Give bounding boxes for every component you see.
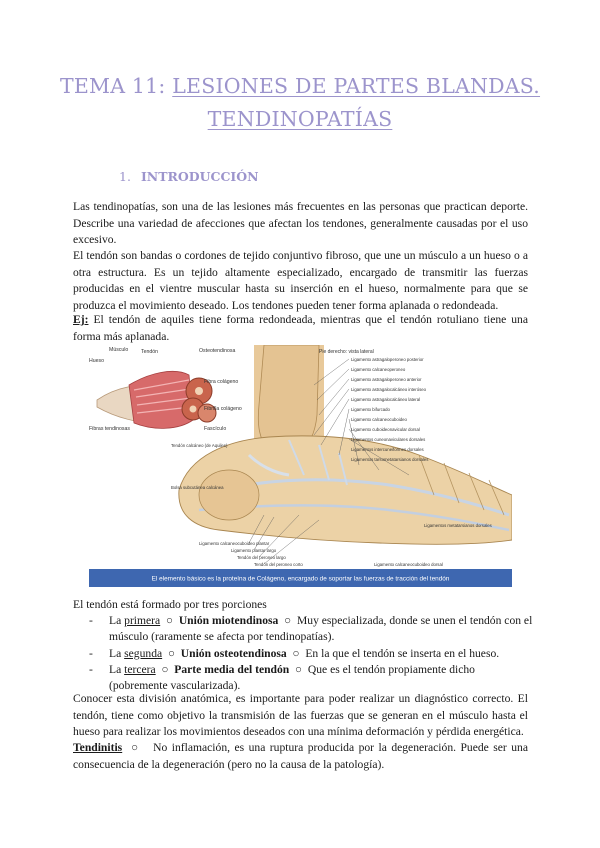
figure-label: Músculo xyxy=(109,347,129,353)
portion-desc: Que es el tendón propiamente dicho (pobremente vascularizada). xyxy=(109,662,475,693)
figure-label: Ligamento calcaneocuboideo xyxy=(351,417,407,422)
figure-label: Tendón xyxy=(141,349,159,355)
section-label: INTRODUCCIÓN xyxy=(140,169,259,184)
figure-label: Fibrilla colágeno xyxy=(204,406,242,412)
figure-label: Bolsa subcutánea calcánea xyxy=(171,485,224,490)
figure-label: Ligamento calcaneocuboideo plantar xyxy=(199,541,270,546)
portion-desc: En la que el tendón se inserta en el hueso. xyxy=(305,646,500,660)
example-label: Ej: xyxy=(73,313,89,326)
list-item: - La primera ○ Unión miotendinosa ○ Muy especializada, donde se unen el tendón con el músculo (raramente se afecta por tendinopatías). xyxy=(89,614,533,644)
figure-label: Ligamentos tarsometatarsianos dorsales xyxy=(351,457,429,462)
paragraph-anatomy-importance: Conocer esta división anatómica, es importante para poder realizar un diagnóstico correcto. El tendón, tiene como objetivo la transmisión de las fuerzas que se generan en el músculo hasta el hueso para realizar los movimientos deseados con una mínima deformación y pérdida energética. xyxy=(73,692,528,739)
figure-label: Ligamento astragalocalcáneo lateral xyxy=(351,397,421,402)
figure-label: Ligamento astragaloperoneo posterior xyxy=(351,357,424,362)
figure-label: Ligamento calcaneoperoneo xyxy=(351,367,406,372)
document-title xyxy=(40,70,560,136)
example-text: El tendón de aquiles tiene forma redondeada, mientras que el tendón rotuliano tiene una forma más aplanada. xyxy=(73,313,528,343)
figure-label: Ligamento bifurcado xyxy=(351,407,390,412)
tendon-portions xyxy=(73,597,533,694)
portion-ordinal: tercera xyxy=(124,662,156,676)
figure-label: Tendón del peroneo corto xyxy=(254,562,303,567)
portions-intro: El tendón está formado por tres porciones xyxy=(73,598,267,611)
tendinitis-term: Tendinitis xyxy=(73,741,123,754)
figure-label: Ligamento plantar largo xyxy=(231,548,277,553)
figure-label: Fibra colágeno xyxy=(204,379,239,385)
figure-label: Ligamento astragaloperoneo anterior xyxy=(351,377,422,382)
figure-label: Fibras tendinosas xyxy=(89,426,130,432)
paragraph-example xyxy=(73,312,528,345)
figure-label: Ligamentos metatarsianos dorsales xyxy=(424,523,492,528)
paragraph-tendinitis: Tendinitis ○ No inflamación, es una ruptura producida por la degeneración. Puede ser una consecuencia de la degeneración (pero no la causa de la patología). xyxy=(73,741,529,771)
portion-name: Parte media del tendón xyxy=(174,662,290,676)
portion-desc: Muy especializada, donde se unen el tendón con el músculo (raramente se afecta por tendinopatías). xyxy=(109,614,533,644)
figure-label: Ligamento calcaneocuboideo dorsal xyxy=(374,562,443,567)
figure-label: Ligamento cuboideonavicular dorsal xyxy=(351,427,420,432)
figure-label: Ligamentos cuneonaviculares dorsales xyxy=(351,437,426,442)
title-line-1: LESIONES DE PARTES BLANDAS. xyxy=(172,74,541,98)
figure-label: Tendón calcáneo (de Aquiles) xyxy=(171,443,228,448)
figure-label: Fascículo xyxy=(204,426,227,432)
portion-ordinal: primera xyxy=(124,614,161,628)
figure-caption: El elemento básico es la proteína de Colágeno, encargado de soportar las fuerzas de tracción del tendón xyxy=(151,575,450,583)
figure-label: Osteotendinosa xyxy=(199,348,236,354)
list-item: - La tercera ○ Parte media del tendón ○ Que es el tendón propiamente dicho (pobremente vascularizada). xyxy=(89,662,475,693)
list-item: - La segunda ○ Unión osteotendinosa ○ En la que el tendón se inserta en el hueso. xyxy=(89,646,500,660)
figure-label: Hueso xyxy=(89,358,104,364)
figure-label: Ligamentos intercuneiformes dorsales xyxy=(351,447,424,452)
portion-name: Unión miotendinosa xyxy=(178,614,279,628)
title-prefix: TEMA 11: xyxy=(59,74,173,98)
title-line-2: TENDINOPATÍAS xyxy=(207,107,393,131)
figure-label: Ligamento astragalocalcáneo interóseo xyxy=(351,387,427,392)
portion-ordinal: segunda xyxy=(124,646,163,660)
portion-name: Unión osteotendinosa xyxy=(180,646,287,660)
tendinitis-definition: No inflamación, es una ruptura producida por la degeneración. Puede ser una consecuencia de la degeneración (pero no la causa de la patología). xyxy=(73,741,529,771)
section-number: 1. xyxy=(119,169,131,184)
section-heading xyxy=(119,169,259,184)
paragraph-tendon-definition: El tendón son bandas o cordones de tejido conjuntivo fibroso, que une un músculo a un hueso o a otra estructura. Es un tejido altamente especializado, encargado de transmitir las fuerzas producidas en el vientre muscular hasta su inserción en el hueso, normalmente para que se produzca el movimiento deseado. Los tendones pueden tener forma aplanada o redondeada. xyxy=(73,249,528,312)
anatomy-figure xyxy=(89,345,512,587)
foot-figure-title: Pie derecho: vista lateral xyxy=(319,349,374,355)
figure-label: Tendón del peroneo largo xyxy=(237,555,286,560)
paragraph-intro: Las tendinopatías, son una de las lesiones más frecuentes en las personas que practican deporte. Describe una variedad de afecciones que afectan los tendones, generalmente causadas por el uso excesivo. xyxy=(73,200,528,247)
